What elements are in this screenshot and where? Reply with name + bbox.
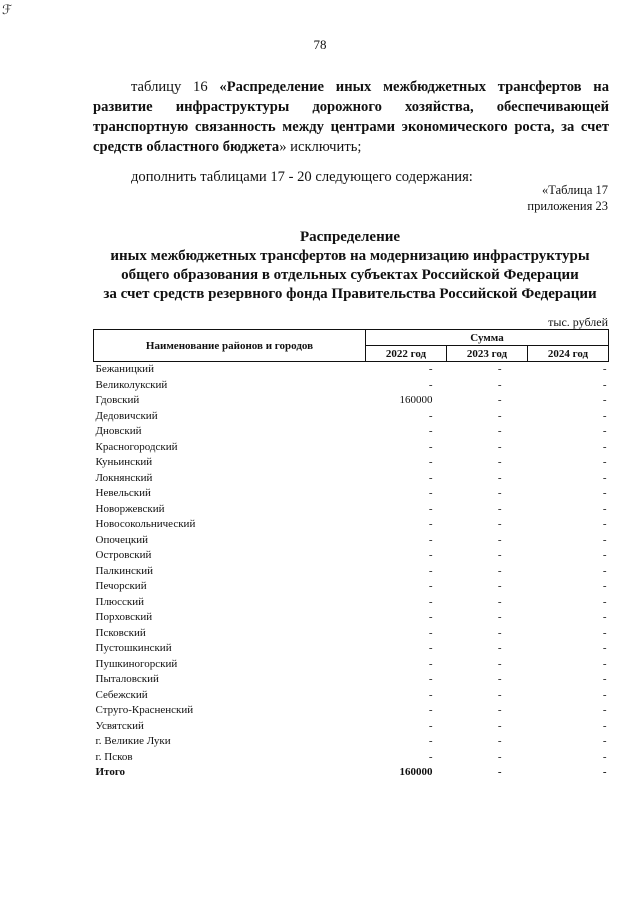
intro-text-add: дополнить таблицами 17 - 20 следующего содержания: bbox=[131, 169, 473, 185]
value-2024-cell: - bbox=[602, 456, 607, 468]
value-2023-cell: - bbox=[497, 688, 502, 701]
value-2022-cell: - bbox=[428, 673, 433, 685]
table-row bbox=[94, 564, 609, 580]
value-2023-cell: - bbox=[497, 580, 502, 592]
district-name-cell: Порховский bbox=[95, 611, 153, 623]
value-2024-cell: - bbox=[602, 704, 607, 716]
table-row bbox=[94, 533, 609, 549]
table-row bbox=[94, 688, 609, 704]
value-2024-cell: - bbox=[602, 409, 607, 422]
value-2024-cell: - bbox=[602, 673, 607, 685]
value-2022-cell: - bbox=[428, 657, 433, 670]
value-2024-cell: - bbox=[602, 440, 607, 453]
value-2023-cell: - bbox=[497, 456, 502, 468]
table-row bbox=[94, 657, 609, 673]
value-2024-cell: - bbox=[602, 688, 607, 701]
district-name-cell: Палкинский bbox=[95, 564, 154, 577]
value-2022-cell: - bbox=[428, 580, 433, 592]
value-2023-cell: - bbox=[497, 564, 502, 577]
value-2024-cell: - bbox=[602, 471, 607, 484]
value-2023-cell: - bbox=[497, 549, 502, 561]
value-2023-cell: - bbox=[497, 626, 502, 639]
table-title-line-2: иных межбюджетных трансфертов на модернизацию инфраструктуры bbox=[110, 248, 590, 264]
value-2022-cell: - bbox=[428, 549, 433, 561]
table-units: тыс. рублей bbox=[548, 315, 608, 329]
value-2022-cell: 160000 bbox=[399, 766, 433, 778]
district-name-cell: г. Псков bbox=[95, 750, 133, 763]
value-2023-cell: - bbox=[497, 409, 502, 422]
value-2024-cell: - bbox=[602, 611, 607, 623]
district-name-cell: Усвятский bbox=[95, 719, 144, 732]
value-2023-cell: - bbox=[497, 673, 502, 685]
value-2023-cell: - bbox=[497, 487, 502, 499]
table-title-line-4: за счет средств резервного фонда Правительства Российской Федерации bbox=[103, 286, 597, 302]
district-name-cell: Гдовский bbox=[95, 394, 140, 406]
header-year-2024: 2024 год bbox=[528, 346, 609, 362]
district-name-cell: Струго-Красненский bbox=[95, 704, 194, 716]
table-reference-number: «Таблица 17 bbox=[542, 183, 608, 197]
value-2023-cell: - bbox=[497, 471, 502, 484]
district-name-cell: Бежаницкий bbox=[95, 363, 154, 375]
value-2022-cell: - bbox=[428, 704, 433, 716]
district-name-cell: Невельский bbox=[95, 487, 151, 499]
value-2022-cell: - bbox=[428, 611, 433, 623]
table-row bbox=[94, 409, 609, 425]
table-row bbox=[94, 672, 609, 688]
value-2024-cell: - bbox=[602, 394, 607, 406]
table-title-line-3: общего образования в отдельных субъектах Российской Федерации bbox=[121, 267, 579, 283]
header-year-2022: 2022 год bbox=[366, 346, 447, 362]
table-row bbox=[94, 502, 609, 518]
district-name-cell: Дновский bbox=[95, 425, 142, 437]
value-2022-cell: - bbox=[428, 425, 433, 437]
value-2023-cell: - bbox=[497, 595, 502, 608]
value-2022-cell: - bbox=[428, 502, 433, 515]
value-2022-cell: - bbox=[428, 378, 433, 391]
table-title bbox=[60, 228, 640, 304]
table-row bbox=[94, 393, 609, 409]
table-row bbox=[94, 734, 609, 750]
value-2024-cell: - bbox=[602, 378, 607, 391]
value-2024-cell: - bbox=[602, 642, 607, 654]
district-name-cell: Опочецкий bbox=[95, 533, 148, 546]
district-name-cell: Куньинский bbox=[95, 456, 153, 468]
district-name-cell: Великолукский bbox=[95, 378, 168, 391]
value-2022-cell: - bbox=[428, 440, 433, 453]
intro-text-bold: «Распределение иных межбюджетных трансфертов на развитие инфраструктуры дорожного хозяйства, обеспечивающей транспортную связанность между центрами экономического роста, за счет средств областного бюджета bbox=[93, 79, 609, 155]
header-year-2023: 2023 год bbox=[447, 346, 528, 362]
value-2023-cell: - bbox=[497, 425, 502, 437]
value-2023-cell: - bbox=[497, 642, 502, 654]
value-2022-cell: - bbox=[428, 564, 433, 577]
table-row bbox=[94, 440, 609, 456]
district-name-cell: Островский bbox=[95, 549, 152, 561]
table-reference-appendix: приложения 23 bbox=[527, 199, 608, 213]
value-2023-cell: - bbox=[497, 735, 502, 747]
table-title-line-1: Распределение bbox=[299, 229, 401, 245]
corner-mark: ℱ bbox=[2, 2, 13, 17]
value-2023-cell: - bbox=[497, 518, 502, 530]
intro-text-start: таблицу 16 bbox=[131, 79, 220, 95]
intro-text-end: » исключить; bbox=[279, 139, 362, 155]
table-row bbox=[94, 548, 609, 564]
district-name-cell: г. Великие Луки bbox=[95, 735, 171, 747]
table-row bbox=[94, 486, 609, 502]
table-row bbox=[94, 378, 609, 394]
table-row bbox=[94, 424, 609, 440]
district-name-cell: Пушкиногорский bbox=[95, 657, 178, 670]
table-row bbox=[94, 610, 609, 626]
value-2024-cell: - bbox=[602, 564, 607, 577]
value-2022-cell: - bbox=[428, 750, 433, 763]
value-2022-cell: - bbox=[428, 471, 433, 484]
district-name-cell: Пустошкинский bbox=[95, 642, 172, 654]
header-district-name: Наименование районов и городов bbox=[94, 330, 366, 362]
district-name-cell: Плюсский bbox=[95, 595, 145, 608]
district-name-cell: Локнянский bbox=[95, 471, 153, 484]
value-2022-cell: - bbox=[428, 409, 433, 422]
value-2024-cell: - bbox=[602, 363, 607, 375]
district-name-cell: Итого bbox=[95, 766, 126, 778]
district-name-cell: Печорский bbox=[95, 580, 147, 592]
value-2022-cell: - bbox=[428, 735, 433, 747]
value-2024-cell: - bbox=[602, 533, 607, 546]
value-2024-cell: - bbox=[602, 487, 607, 499]
table-row bbox=[94, 641, 609, 657]
intro-paragraph-exclude bbox=[93, 77, 609, 157]
value-2023-cell: - bbox=[497, 533, 502, 546]
value-2023-cell: - bbox=[497, 440, 502, 453]
district-name-cell: Новосокольнический bbox=[95, 518, 196, 530]
value-2023-cell: - bbox=[497, 611, 502, 623]
value-2024-cell: - bbox=[602, 735, 607, 747]
value-2023-cell: - bbox=[497, 719, 502, 732]
value-2024-cell: - bbox=[602, 626, 607, 639]
value-2022-cell: 160000 bbox=[399, 394, 433, 406]
value-2024-cell: - bbox=[602, 425, 607, 437]
district-name-cell: Пыталовский bbox=[95, 673, 159, 685]
district-name-cell: Себежский bbox=[95, 688, 148, 701]
value-2022-cell: - bbox=[428, 626, 433, 639]
value-2022-cell: - bbox=[428, 719, 433, 732]
value-2023-cell: - bbox=[497, 657, 502, 670]
value-2024-cell: - bbox=[602, 518, 607, 530]
table-row bbox=[94, 362, 609, 378]
district-name-cell: Красногородский bbox=[95, 440, 178, 453]
value-2023-cell: - bbox=[497, 766, 502, 778]
value-2024-cell: - bbox=[602, 657, 607, 670]
district-name-cell: Новоржевский bbox=[95, 502, 165, 515]
value-2022-cell: - bbox=[428, 456, 433, 468]
page-number: 78 bbox=[313, 37, 327, 52]
district-name-cell: Дедовичский bbox=[95, 409, 158, 422]
table-row bbox=[94, 595, 609, 611]
value-2024-cell: - bbox=[602, 595, 607, 608]
value-2024-cell: - bbox=[602, 549, 607, 561]
value-2022-cell: - bbox=[428, 688, 433, 701]
value-2022-cell: - bbox=[428, 533, 433, 546]
value-2023-cell: - bbox=[497, 378, 502, 391]
value-2023-cell: - bbox=[497, 704, 502, 716]
table-row-total bbox=[94, 765, 609, 781]
value-2022-cell: - bbox=[428, 518, 433, 530]
table-row bbox=[94, 517, 609, 533]
value-2024-cell: - bbox=[602, 750, 607, 763]
value-2024-cell: - bbox=[602, 502, 607, 515]
value-2024-cell: - bbox=[602, 580, 607, 592]
value-2023-cell: - bbox=[497, 363, 502, 375]
district-name-cell: Псковский bbox=[95, 626, 146, 639]
table-body bbox=[94, 362, 609, 781]
header-sum: Сумма bbox=[366, 330, 609, 346]
value-2023-cell: - bbox=[497, 394, 502, 406]
table-row bbox=[94, 703, 609, 719]
value-2022-cell: - bbox=[428, 595, 433, 608]
distribution-table bbox=[93, 329, 609, 781]
value-2024-cell: - bbox=[602, 719, 607, 732]
table-row bbox=[94, 719, 609, 735]
table-row bbox=[94, 579, 609, 595]
table-row bbox=[94, 750, 609, 766]
value-2023-cell: - bbox=[497, 750, 502, 763]
value-2022-cell: - bbox=[428, 363, 433, 375]
table-row bbox=[94, 455, 609, 471]
value-2023-cell: - bbox=[497, 502, 502, 515]
table-row bbox=[94, 471, 609, 487]
value-2022-cell: - bbox=[428, 487, 433, 499]
value-2022-cell: - bbox=[428, 642, 433, 654]
table-row bbox=[94, 626, 609, 642]
value-2024-cell: - bbox=[602, 766, 607, 778]
